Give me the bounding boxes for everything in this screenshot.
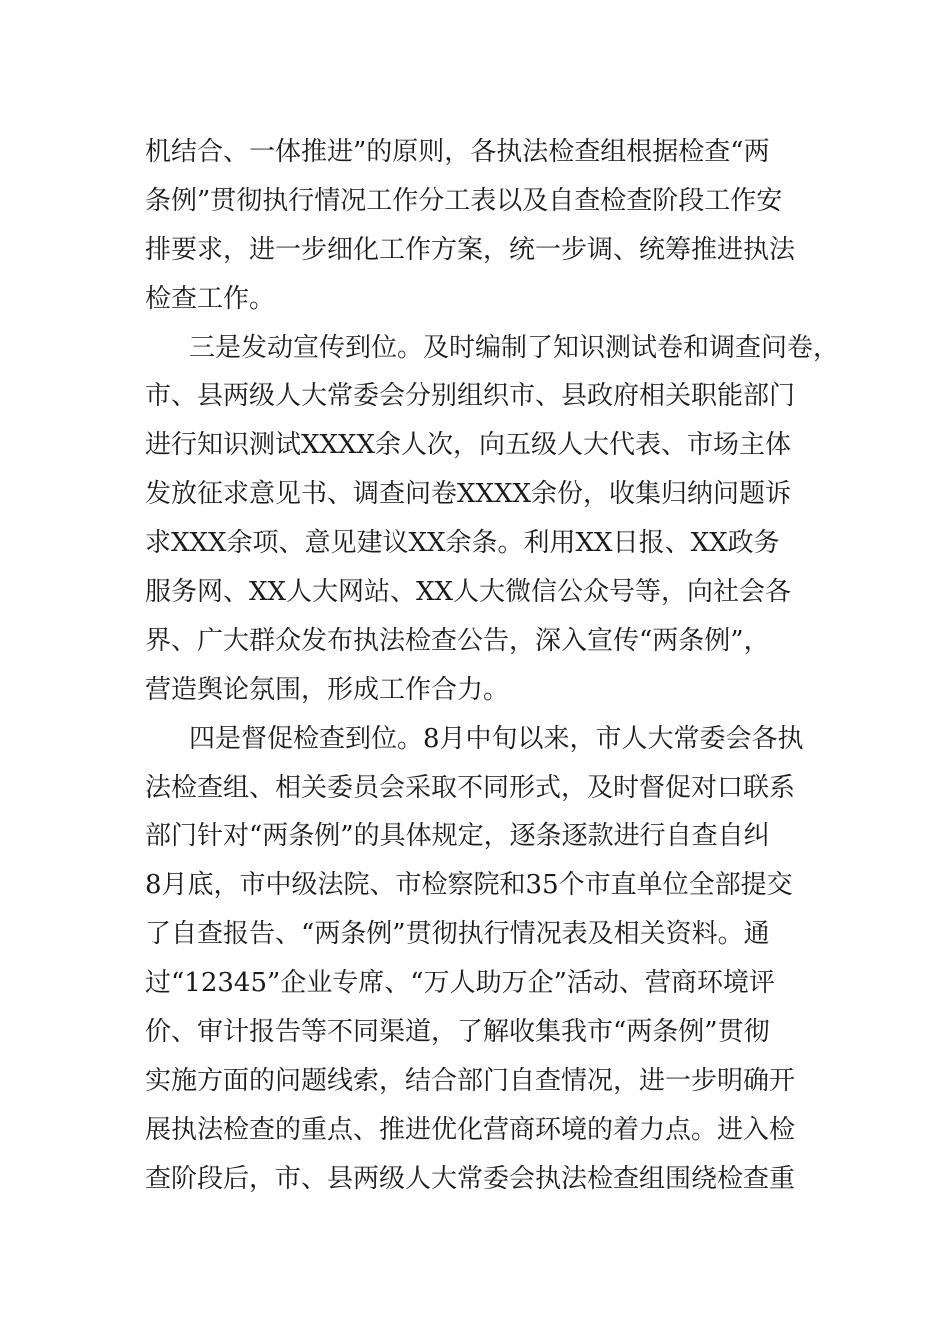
text-line: 排要求，进一步细化工作方案，统一步调、统筹推进执法 [145,234,796,265]
text-line: 条例”贯彻执行情况工作分工表以及自查检查阶段工作安 [145,185,783,216]
text-line: 了自查报告、“两条例”贯彻执行情况表及相关资料。通 [145,919,770,950]
paragraph-1 [145,128,815,324]
text-line: 实施方面的问题线索，结合部门自查情况，进一步明确开 [145,1065,796,1096]
text-line: 查阶段后，市、县两级人大常委会执法检查组围绕检查重 [145,1163,796,1194]
text-line: 营造舆论氛围，形成工作合力。 [145,674,510,705]
text-line: 机结合、一体推进”的原则，各执法检查组根据检查“两 [145,137,770,167]
text-line: 检查工作。 [145,283,276,314]
text-line: 过“12345”企业专席、“万人助万企”活动、营商环境评 [145,968,775,999]
text-line: 部门针对“两条例”的具体规定，逐条逐款进行自查自纠 [145,821,770,852]
text-line: 四是督促检查到位。8月中旬以来，市人大常委会各执 [189,723,804,754]
text-line: 展执法检查的重点、推进优化营商环境的着力点。进入检 [145,1114,796,1145]
paragraph-3 [145,715,815,1204]
text-line: 三是发动宣传到位。及时编制了知识测试卷和调查问卷， [189,332,840,363]
text-line: 界、广大群众发布执法检查公告，深入宣传“两条例”， [145,625,770,656]
text-line: 求XXX余项、意见建议XX余条。利用XX日报、XX政务 [145,528,780,559]
text-line: 发放征求意见书、调查问卷XXXX余份，收集归纳问题诉 [145,479,792,510]
text-line: 价、审计报告等不同渠道，了解收集我市“两条例”贯彻 [145,1017,770,1048]
paragraph-2 [145,324,840,715]
text-line: 进行知识测试XXXX余人次，向五级人大代表、市场主体 [145,430,792,461]
text-line: 市、县两级人大常委会分别组织市、县政府相关职能部门 [145,381,796,412]
text-line: 8月底，市中级法院、市检察院和35个市直单位全部提交 [145,870,793,901]
document-body [145,128,840,1204]
text-line: 法检查组、相关委员会采取不同形式，及时督促对口联系 [145,772,796,803]
text-line: 服务网、XX人大网站、XX人大微信公众号等，向社会各 [145,577,792,608]
